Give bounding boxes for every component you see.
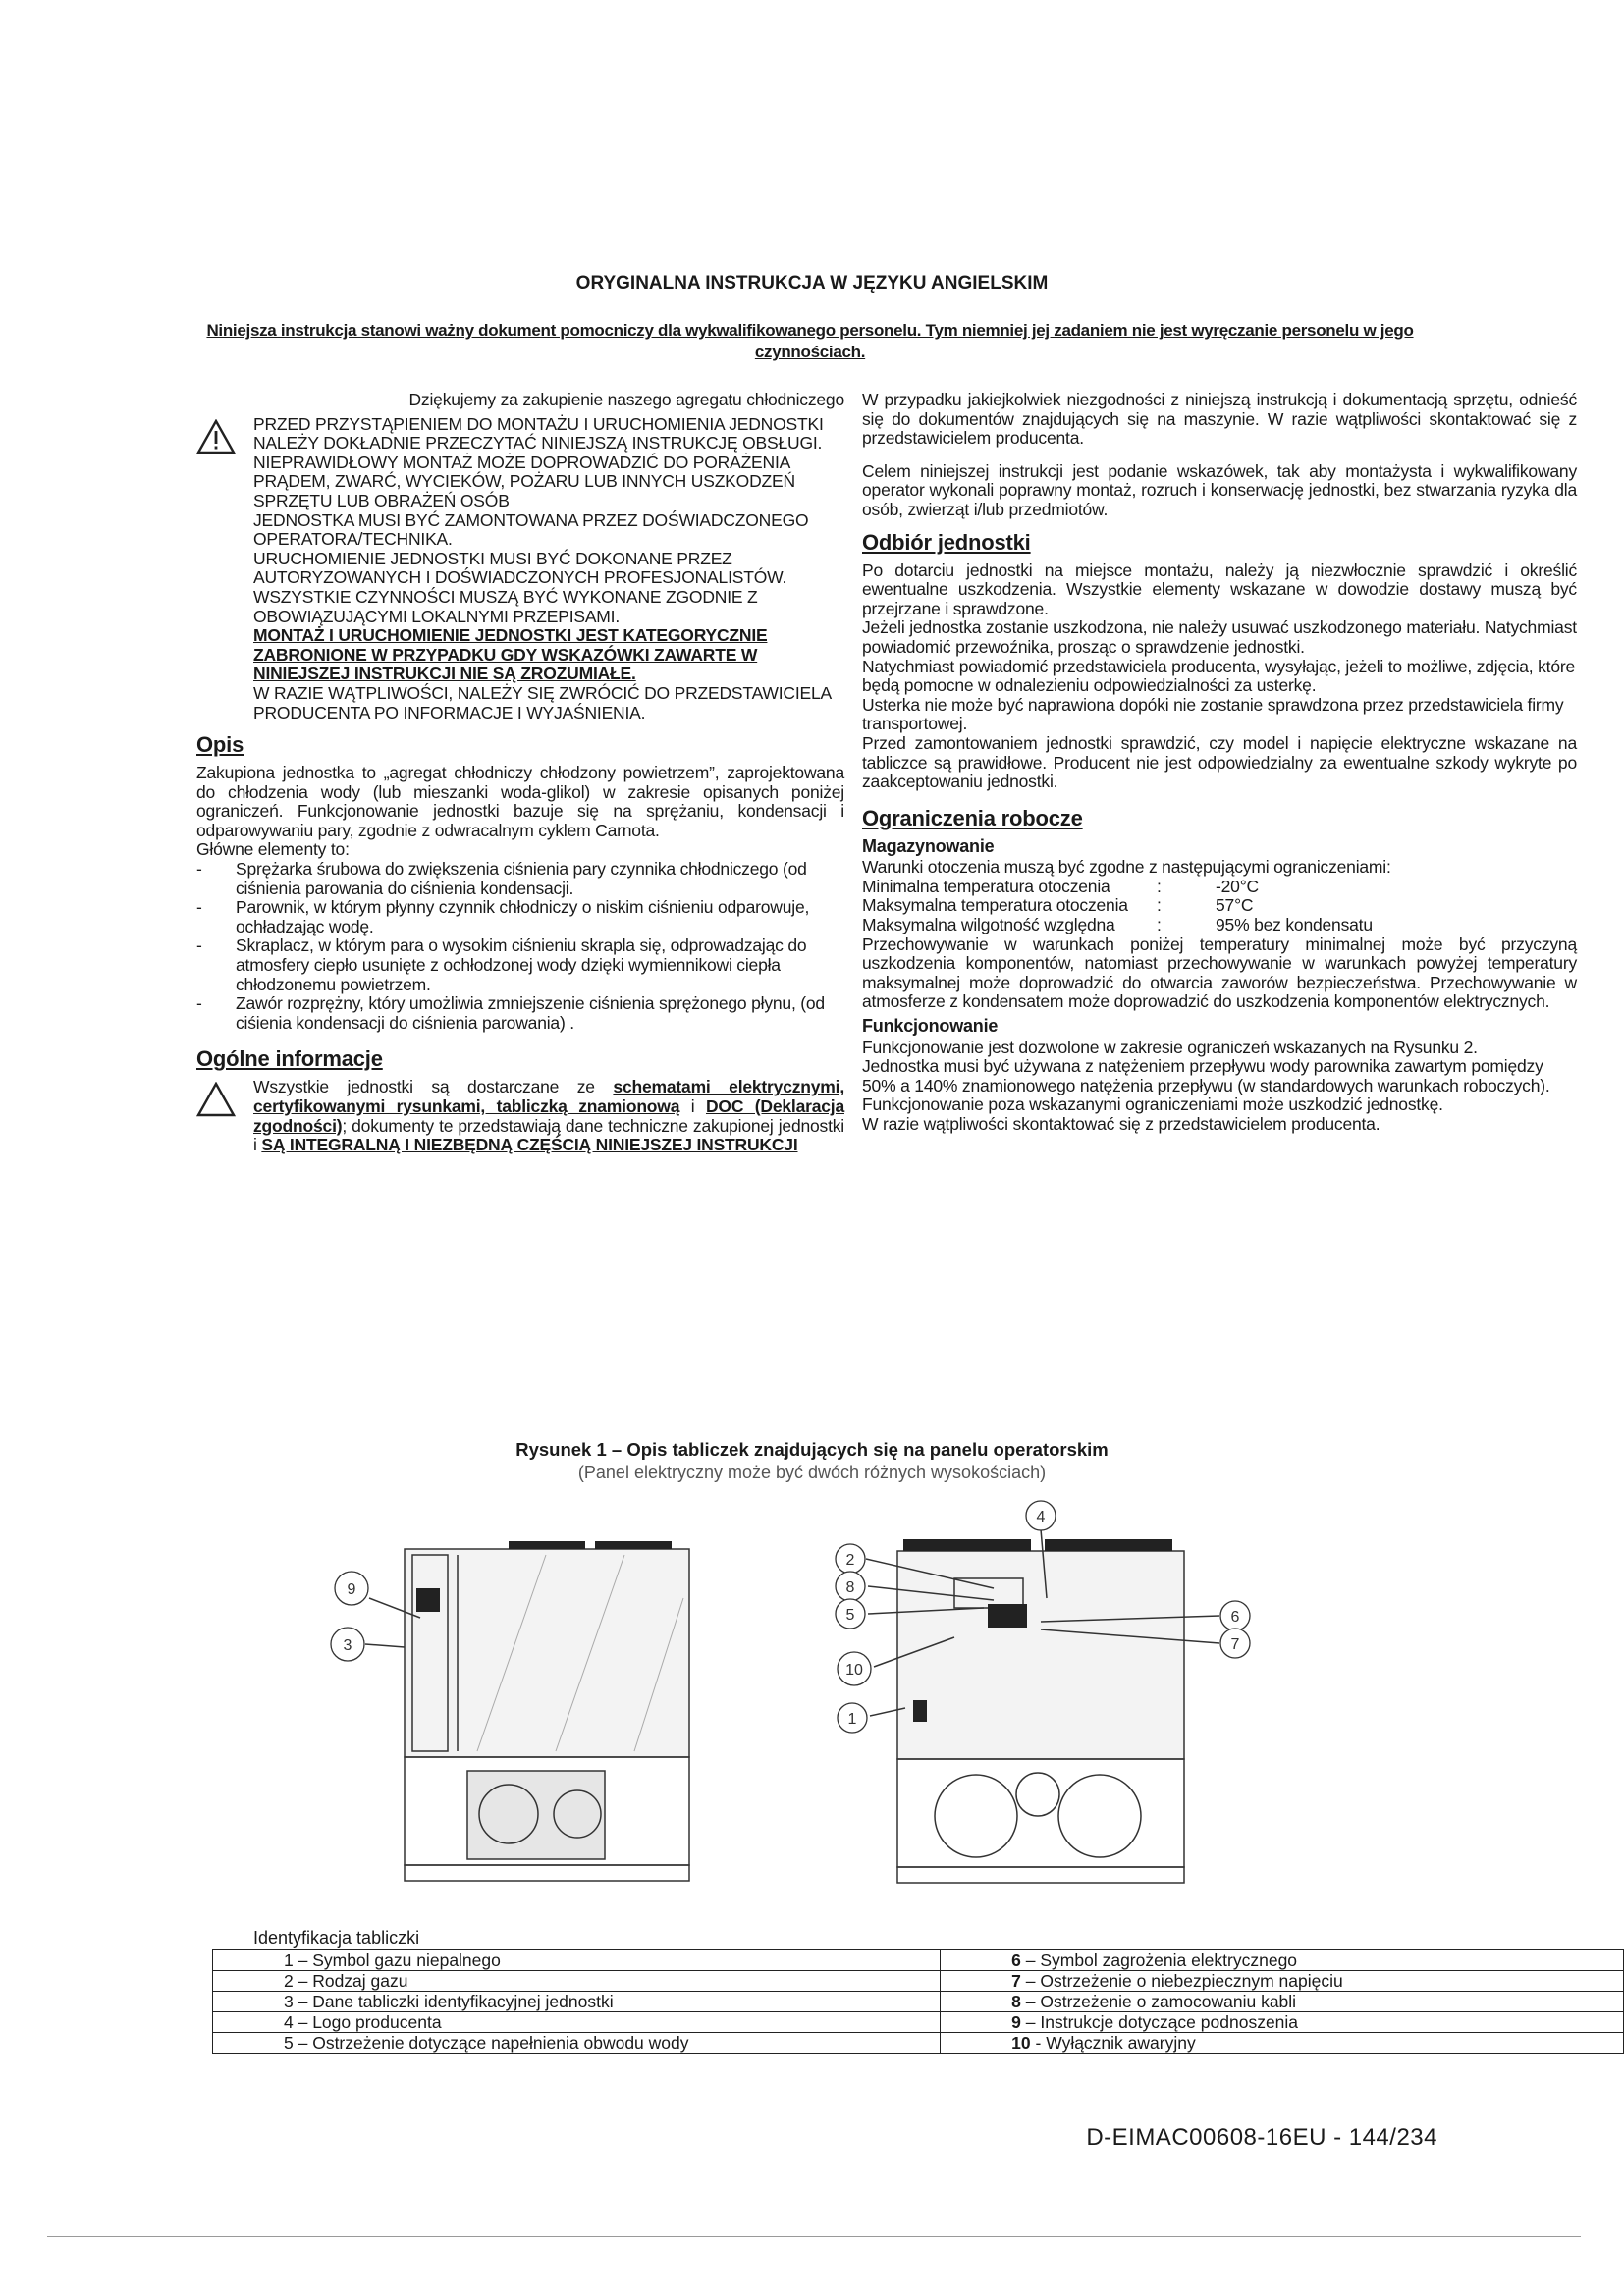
list-item: - Sprężarka śrubowa do zwiększenia ciśnienia pary czynnika chłodniczego (od ciśnienia parowania do ciśnienia kondensacji.	[196, 860, 844, 898]
warning-triangle-icon	[196, 419, 236, 454]
table-row	[213, 2012, 1624, 2033]
general-text-a: Wszystkie jednostki są dostarczane ze	[253, 1077, 614, 1097]
general-text-d: DOC (Deklaracja zgodności)	[253, 1096, 844, 1136]
panel-label-9	[416, 1588, 440, 1612]
table-row	[213, 1950, 1624, 1971]
storage-text: Przechowywanie w warunkach poniżej temperatury minimalnej może być przyczyną uszkodzenia komponentów, natomiast przechowywanie w warunkach powyżej temperatury maksymalnej może doprowadzić do otwarcia zaworów bezpieczeństwa. Przechowywanie w atmosferze z kondensatem może doprowadzić do uszkodzenia komponentów elektrycznych.	[862, 934, 1577, 1012]
right-column	[862, 391, 1577, 1135]
legend-cell: 10 - Wyłącznik awaryjny	[941, 2033, 1624, 2054]
section-heading-limits: Ograniczenia robocze	[862, 805, 1083, 830]
section-heading-general: Ogólne informacje	[196, 1046, 383, 1072]
function-paragraph-2: Jednostka musi być używana z natężeniem przepływu wody parownika zawartym pomiędzy 50% a 140% znamionowego natężenia przepływu (w standardowych warunkach roboczych).	[862, 1056, 1550, 1095]
callout-10	[838, 1652, 871, 1685]
callout-9-label: 9	[347, 1581, 356, 1598]
right-paragraph-2: Celem niniejszej instrukcji jest podanie wskazówek, tak aby montażysta i wykwalifikowany operator wykonali poprawny montaż, rozruch i konserwację jednostki, bez stwarzania ryzyka dla osób, zwierząt i/lub przedmiotów.	[862, 460, 1577, 519]
right-paragraph-1: W przypadku jakiejkolwiek niezgodności z niniejszą instrukcją i dokumentacją sprzętu, odnieść się do dokumentów znajdujących się na maszynie. W razie wątpliwości skontaktować się z przedstawicielem producenta.	[862, 390, 1577, 449]
limit-value: -20°C	[1216, 876, 1259, 896]
callout-8-label: 8	[845, 1579, 855, 1596]
safety-line-last: W RAZIE WĄTPLIWOŚCI, NALEŻY SIĘ ZWRÓCIĆ DO PRZEDSTAWICIELA PRODUCENTA PO INFORMACJE I WYJAŚNIENIA.	[253, 682, 831, 722]
table-row	[213, 1992, 1624, 2012]
legend-cell: 7 – Ostrzeżenie o niebezpiecznym napięciu	[941, 1971, 1624, 1992]
callout-7	[1220, 1629, 1250, 1658]
limit-label: Minimalna temperatura otoczenia	[862, 876, 1110, 896]
odbior-paragraph-2: Jeżeli jednostka zostanie uszkodzona, nie należy usuwać uszkodzonego materiału. Natychmiast powiadomić przewoźnika, prosząc o sprawdzenie jednostki.	[862, 617, 1577, 657]
table-row	[213, 2033, 1624, 2054]
figure-caption: Rysunek 1 – Opis tabliczek znajdujących się na panelu operatorskim	[515, 1439, 1109, 1460]
function-paragraph-3: Funkcjonowanie poza wskazanymi ograniczeniami może uszkodzić jednostkę.	[862, 1095, 1443, 1115]
elements-intro: Główne elementy to:	[196, 839, 350, 860]
callout-8	[836, 1572, 865, 1601]
storage-intro: Warunki otoczenia muszą być zgodne z następującymi ograniczeniami:	[862, 857, 1391, 878]
odbior-paragraph-3: Natychmiast powiadomić przedstawiciela producenta, wysyłając, jeżeli to możliwe, zdjęcia, które będą pomocne w odnalezieniu odpowiedzialności za usterkę.	[862, 656, 1576, 696]
left-column	[196, 391, 844, 1155]
document-title: ORYGINALNA INSTRUKCJA W JĘZYKU ANGIELSKIM	[575, 273, 1049, 294]
legend-cell: 1 – Symbol gazu niepalnego	[213, 1950, 941, 1971]
legend-table	[212, 1949, 1624, 2054]
callout-6-label: 6	[1230, 1609, 1240, 1626]
page-bottom-divider	[47, 2236, 1581, 2237]
figure-subcaption: (Panel elektryczny może być dwóch różnych wysokościach)	[577, 1463, 1047, 1482]
callout-1	[838, 1703, 867, 1733]
unit-front-view-drawing	[807, 1500, 1318, 1902]
function-paragraph-4: W razie wątpliwości skontaktować się z przedstawicielem producenta.	[862, 1114, 1380, 1134]
general-text-f: SĄ INTEGRALNĄ I NIEZBĘDNĄ CZĘŚCIĄ NINIEJSZEJ INSTRUKCJI	[261, 1135, 798, 1155]
callout-2-label: 2	[845, 1552, 855, 1569]
limit-separator: :	[1157, 915, 1162, 935]
general-info	[196, 1078, 844, 1154]
storage-heading: Magazynowanie	[862, 835, 995, 856]
unit-side-view-drawing	[310, 1520, 742, 1902]
general-text-c: i	[679, 1096, 706, 1116]
thanks-text: Dziękujemy za zakupienie naszego agregatu chłodniczego	[408, 390, 844, 409]
legend-cell: 4 – Logo producenta	[213, 2012, 941, 2033]
fan-cover-tops	[509, 1541, 672, 1549]
odbior-paragraph-1: Po dotarciu jednostki na miejsce montażu, należy ją niezwłocznie sprawdzić i określić ewentualne uszkodzenia. Wszystkie elementy wskazane w dowodzie dostawy muszą być przejrzane i sprawdzone.	[862, 560, 1577, 618]
opis-text: Zakupiona jednostka to „agregat chłodniczy chłodzony powietrzem”, zaprojektowana do chłodzenia wody (lub mieszanki woda-glikol) w zakresie opisanych poniżej ograniczeń. Funkcjonowanie jednostki bazuje się na sprężaniu, kondensacji i odparowywaniu pary, zgodnie z odwracalnym cyklem Carnota.	[196, 763, 844, 840]
emergency-switch	[913, 1700, 927, 1722]
callout-5-label: 5	[845, 1607, 855, 1624]
callout-4-label: 4	[1036, 1509, 1046, 1525]
callout-7-label: 7	[1230, 1636, 1240, 1653]
callout-5	[836, 1599, 865, 1629]
legend-cell: 6 – Symbol zagrożenia elektrycznego	[941, 1950, 1624, 1971]
safety-line-3: JEDNOSTKA MUSI BYĆ ZAMONTOWANA PRZEZ DOŚWIADCZONEGO OPERATORA/TECHNIKA.	[253, 509, 809, 550]
callout-9	[335, 1572, 368, 1605]
legend-cell: 5 – Ostrzeżenie dotyczące napełnienia obwodu wody	[213, 2033, 941, 2054]
section-heading-odbior: Odbiór jednostki	[862, 529, 1031, 555]
odbior-paragraph-4: Usterka nie może być naprawiona dopóki nie zostanie sprawdzona przez przedstawiciela firmy transportowej.	[862, 694, 1564, 734]
callout-4	[1026, 1501, 1056, 1530]
callout-1-label: 1	[847, 1711, 857, 1728]
warning-triangle-icon	[196, 1082, 236, 1117]
callout-2	[836, 1544, 865, 1574]
safety-bold-warning: MONTAŻ I URUCHOMIENIE JEDNOSTKI JEST KATEGORYCZNIE ZABRONIONE W PRZYPADKU GDY WSKAZÓWKI ZAWARTE W NINIEJSZEJ INSTRUKCJI NIE SĄ ZROZUMIAŁE.	[253, 625, 768, 684]
table-row	[213, 1971, 1624, 1992]
limit-label: Maksymalna temperatura otoczenia	[862, 895, 1128, 916]
limit-row	[862, 878, 1577, 897]
safety-line-4: URUCHOMIENIE JEDNOSTKI MUSI BYĆ DOKONANE PRZEZ AUTORYZOWANYCH I DOŚWIADCZONYCH PROFESJONALISTÓW.	[253, 548, 787, 588]
limit-row	[862, 896, 1577, 916]
legend-cell: 2 – Rodzaj gazu	[213, 1971, 941, 1992]
function-paragraph-1: Funkcjonowanie jest dozwolone w zakresie ograniczeń wskazanych na Rysunku 2.	[862, 1037, 1478, 1057]
callout-10-label: 10	[845, 1662, 863, 1679]
safety-line-5: WSZYSTKIE CZYNNOŚCI MUSZĄ BYĆ WYKONANE ZGODNIE Z OBOWIĄZUJĄCYMI LOKALNYMI PRZEPISAMI.	[253, 586, 758, 626]
safety-warning	[196, 415, 844, 723]
legend-cell: 3 – Dane tabliczki identyfikacyjnej jednostki	[213, 1992, 941, 2012]
document-intro: Niniejsza instrukcja stanowi ważny dokument pomocniczy dla wykwalifikowanego personelu. Tym niemniej jej zadaniem nie jest wyręczanie personelu w jego czynnościach.	[206, 321, 1414, 361]
document-reference: D-EIMAC00608-16EU - 144/234	[1086, 2124, 1437, 2151]
safety-line-2: NIEPRAWIDŁOWY MONTAŻ MOŻE DOPROWADZIĆ DO PORAŻENIA PRĄDEM, ZWARĆ, WYCIEKÓW, POŻARU LUB INNYCH USZKODZEŃ SPRZĘTU LUB OBRAŻEŃ OSÓB	[253, 452, 795, 510]
list-item: - Zawór rozprężny, który umożliwia zmniejszenie ciśnienia sprężonego płynu, (od ciśienia kondensacji do ciśnienia parowania) .	[196, 994, 844, 1033]
callout-3	[331, 1628, 364, 1661]
limit-separator: :	[1157, 895, 1162, 916]
list-item: - Skraplacz, w którym para o wysokim ciśnieniu skrapla się, odprowadzając do atmosfery ciepło usunięte z ochłodzonej wody dzięki wymiennikowi ciepła chłodzonemu powietrzem.	[196, 936, 844, 994]
safety-line-1: PRZED PRZYSTĄPIENIEM DO MONTAŻU I URUCHOMIENIA JEDNOSTKI NALEŻY DOKŁADNIE PRZECZYTAĆ NINIEJSZĄ INSTRUKCJĘ OBSŁUGI.	[253, 413, 824, 454]
limit-separator: :	[1157, 876, 1162, 896]
section-heading-opis: Opis	[196, 732, 244, 758]
general-text-e: ; dokumenty te przedstawiają dane techniczne zakupionej jednostki i	[253, 1115, 844, 1155]
callout-3-label: 3	[343, 1637, 352, 1654]
list-item: - Parownik, w którym płynny czynnik chłodniczy o niskim ciśnieniu odparowuje, ochładzając wodę.	[196, 898, 844, 936]
panel-label-6-7	[988, 1604, 1027, 1628]
limit-row	[862, 916, 1577, 935]
general-text-b: schematami elektrycznymi, certyfikowanymi rysunkami, tabliczką znamionową	[253, 1077, 844, 1116]
odbior-paragraph-5: Przed zamontowaniem jednostki sprawdzić, czy model i napięcie elektryczne wskazane na tabliczce są prawidłowe. Producent nie jest odpowiedzialny za ewentualne szkody wykryte po zaakceptowaniu jednostki.	[862, 732, 1577, 792]
limit-value: 57°C	[1216, 895, 1254, 916]
function-heading: Funkcjonowanie	[862, 1016, 999, 1037]
legend-cell: 8 – Ostrzeżenie o zamocowaniu kabli	[941, 1992, 1624, 2012]
legend-title: Identyfikacja tabliczki	[253, 1928, 420, 1948]
callout-6	[1220, 1601, 1250, 1630]
legend-cell: 9 – Instrukcje dotyczące podnoszenia	[941, 2012, 1624, 2033]
limit-value: 95% bez kondensatu	[1216, 915, 1373, 935]
limit-label: Maksymalna wilgotność względna	[862, 915, 1115, 935]
